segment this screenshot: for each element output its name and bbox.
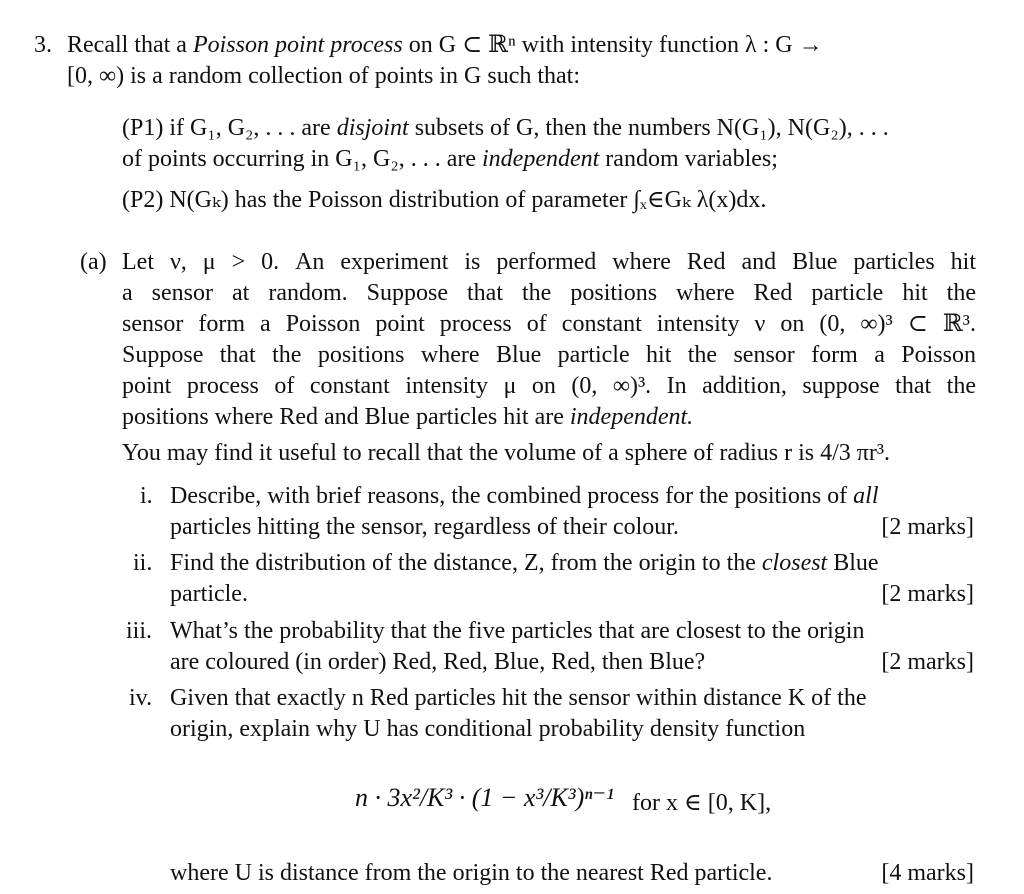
subpart-ii-label: ii.: [133, 550, 153, 576]
part-a-line-4: Suppose that the positions where Blue particle hit the sensor form a Poisson: [122, 342, 976, 368]
formula-domain: for x ∈ [0, K],: [632, 790, 772, 816]
subpart-iii-label: iii.: [126, 618, 153, 644]
property-p1-line-1: (P1) if G₁, G₂, . . . are disjoint subsets of G, then the numbers N(G₁), N(G₂), . . .: [122, 115, 889, 141]
subpart-iii-line-1: What’s the probability that the five particles that are closest to the origin: [170, 618, 865, 644]
part-a-line-2: a sensor at random. Suppose that the positions where Red particle hit the: [122, 280, 976, 306]
subpart-iii-marks: [2 marks]: [881, 649, 974, 675]
subpart-ii-marks: [2 marks]: [881, 581, 974, 607]
part-a-label: (a): [80, 249, 107, 275]
subpart-i-line-2: particles hitting the sensor, regardless of their colour.: [170, 514, 679, 540]
density-formula: [355, 768, 614, 838]
density-formula-text: n · 3x²/K³ · (1 − x³/K³)ⁿ⁻¹: [355, 783, 614, 812]
subpart-i-line-1: Describe, with brief reasons, the combined process for the positions of all: [170, 483, 879, 509]
subpart-iv-line-1: Given that exactly n Red particles hit the sensor within distance K of the: [170, 685, 867, 711]
part-a-line-1: Let ν, μ > 0. An experiment is performed where Red and Blue particles hit: [122, 249, 976, 275]
question-number: 3.: [34, 32, 52, 58]
part-a-hint: You may find it useful to recall that the volume of a sphere of radius r is 4/3 πr³.: [122, 440, 891, 466]
subpart-i-label: i.: [140, 483, 153, 509]
subpart-iv-marks: [4 marks]: [881, 860, 974, 886]
subpart-iv-label: iv.: [129, 685, 153, 711]
subpart-ii-line-2: particle.: [170, 581, 248, 607]
subpart-i-marks: [2 marks]: [881, 514, 974, 540]
subpart-iv-line-2: origin, explain why U has conditional probability density function: [170, 716, 806, 742]
part-a-line-3: sensor form a Poisson point process of constant intensity ν on (0, ∞)³ ⊂ ℝ³.: [122, 311, 976, 337]
property-p2: (P2) N(Gₖ) has the Poisson distribution of parameter ∫ₓ∈Gₖ λ(x)dx.: [122, 187, 767, 213]
subpart-iv-line-3: where U is distance from the origin to the nearest Red particle.: [170, 860, 773, 886]
subpart-ii-line-1: Find the distribution of the distance, Z, from the origin to the closest Blue: [170, 550, 879, 576]
poisson-term: Poisson point process: [192, 32, 403, 58]
intro-line-2: [0, ∞) is a random collection of points in G such that:: [67, 63, 581, 89]
part-a-line-5: point process of constant intensity μ on (0, ∞)³. In addition, suppose that the: [122, 373, 976, 399]
part-a-line-6: positions where Red and Blue particles hit are independent.: [122, 404, 694, 430]
property-p1-line-2: of points occurring in G₁, G₂, . . . are independent random variables;: [122, 146, 778, 172]
subpart-iii-line-2: are coloured (in order) Red, Red, Blue, Red, then Blue?: [170, 649, 706, 675]
intro-line-1: Recall that a Poisson point process on G ⊂ ℝⁿ with intensity function λ : G →: [67, 32, 823, 58]
